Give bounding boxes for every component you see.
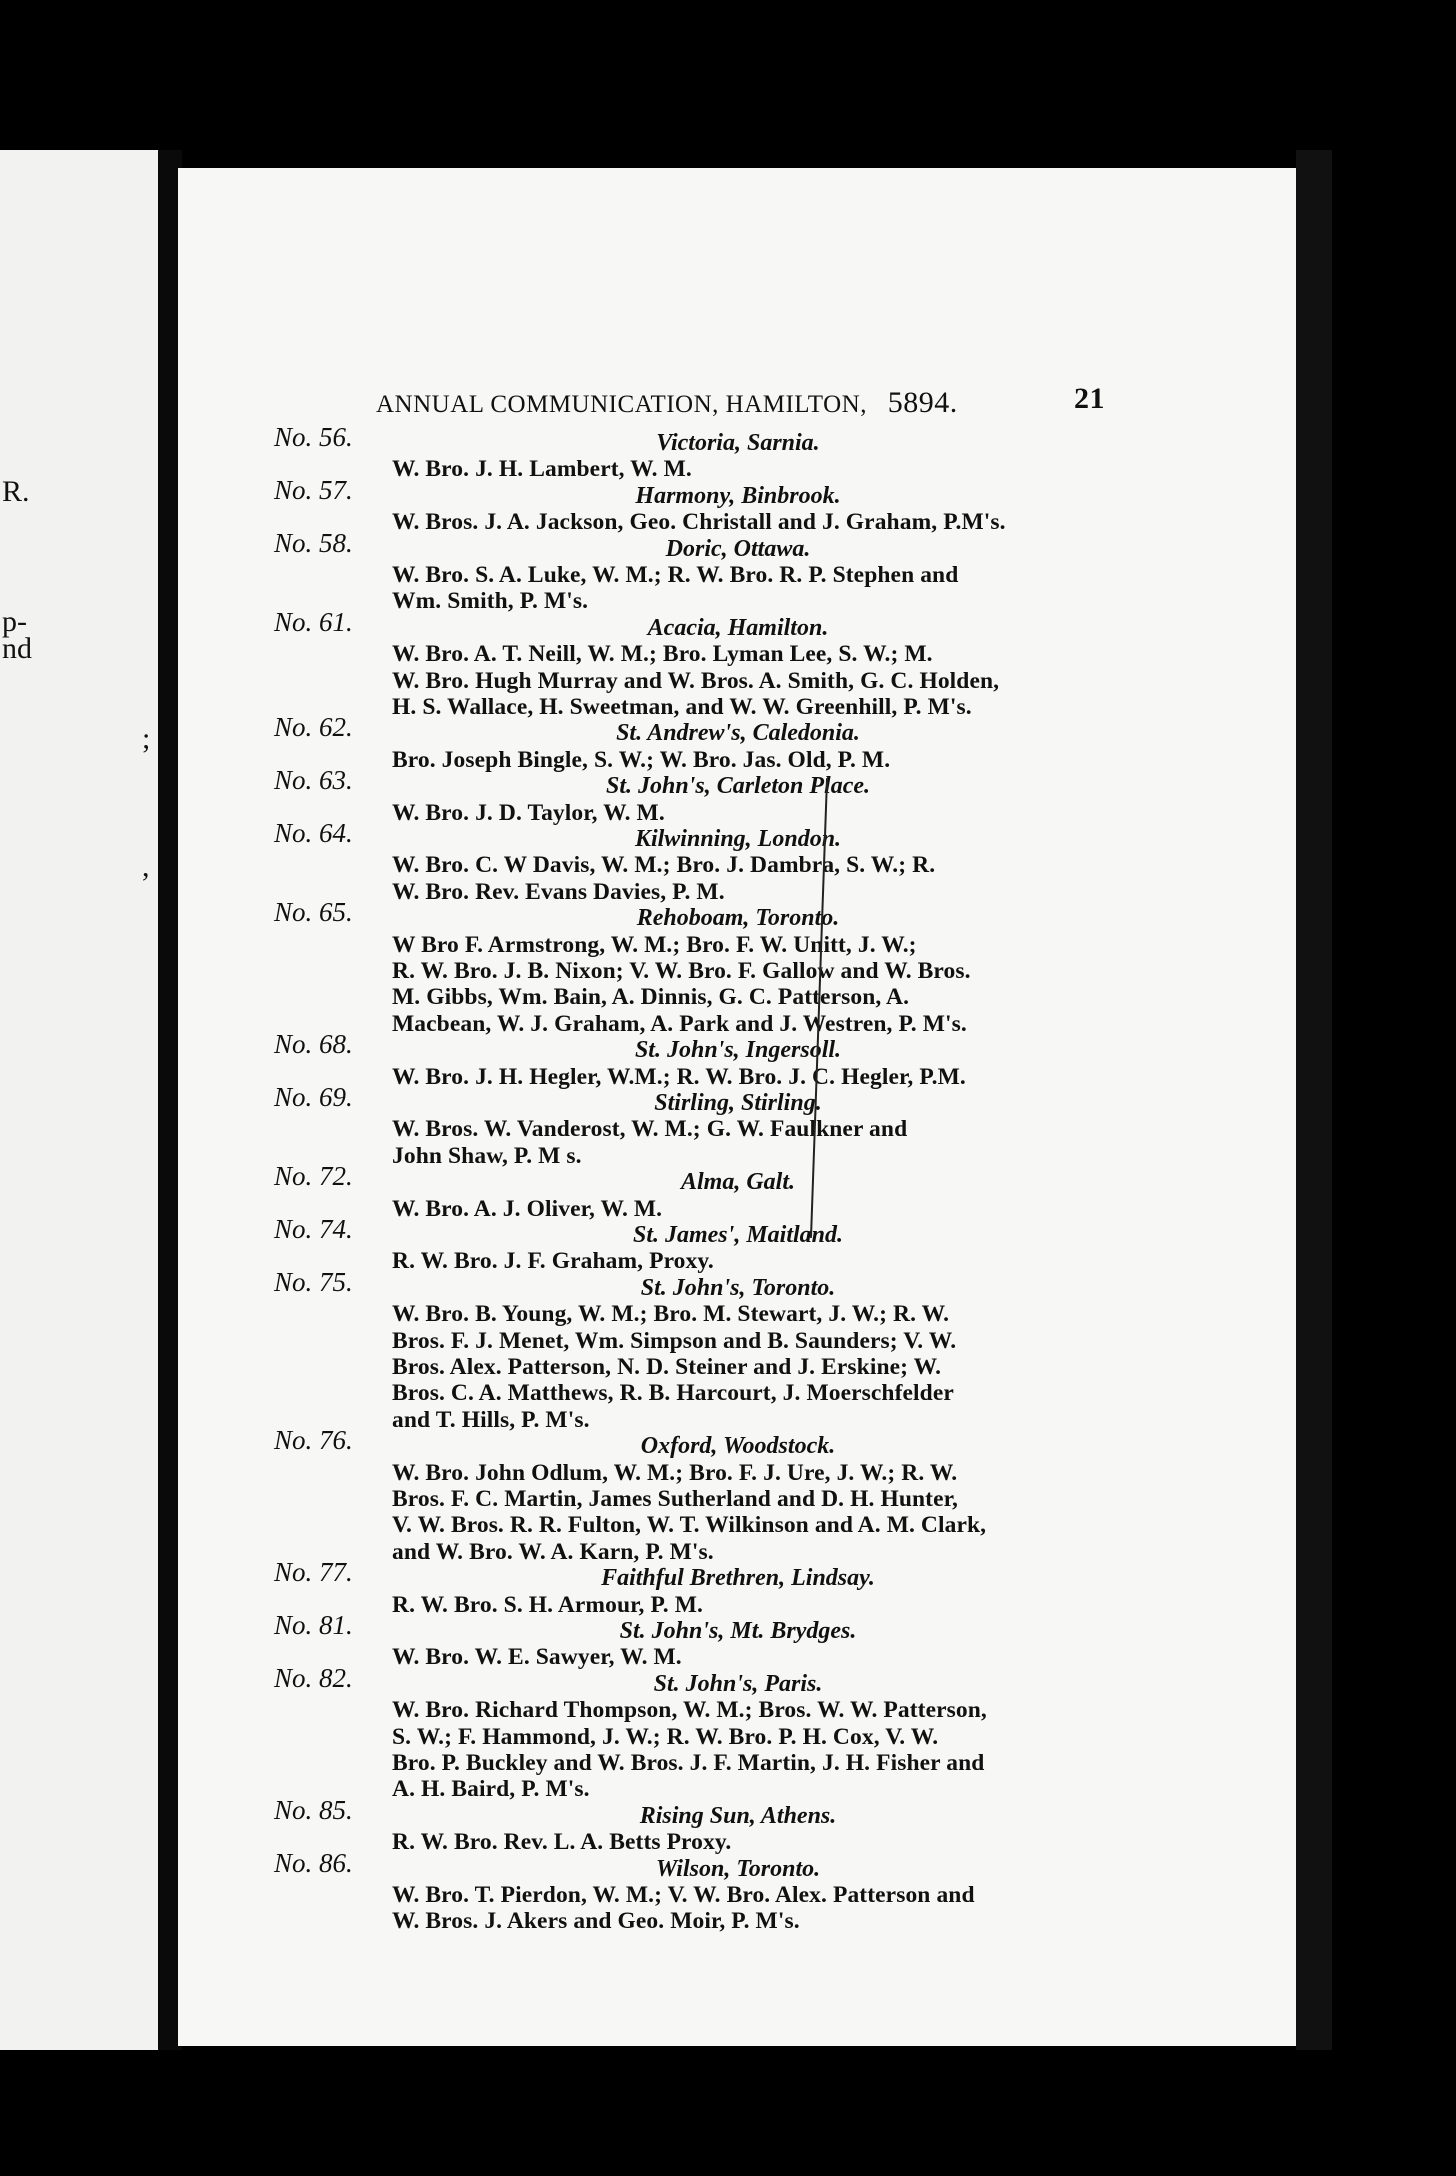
member-line: Bro. P. Buckley and W. Bros. J. F. Martin, J. H. Fisher and [392,1750,985,1776]
member-line: Wm. Smith, P. M's. [392,588,589,615]
member-line: Bros. Alex. Patterson, N. D. Steiner and J. Erskine; W. [392,1354,942,1380]
member-line: W. Bro. Hugh Murray and W. Bros. A. Smith, G. C. Holden, [392,667,1000,694]
lodge-name: Rising Sun, Athens. [639,1802,837,1829]
lodge-number: No. 65. [274,897,353,928]
member-line: and W. Bro. W. A. Karn, P. M's. [392,1538,714,1565]
document-page [178,168,1296,2046]
header-title: ANNUAL COMMUNICATION, HAMILTON, [376,391,867,418]
member-line: W. Bro. A. T. Neill, W. M.; Bro. Lyman Lee, S. W.; M. [392,641,933,668]
lodge-name: Alma, Galt. [680,1169,795,1196]
left-fragment: nd [2,632,32,665]
member-line: A. H. Baird, P. M's. [392,1776,590,1803]
lodge-name: Kilwinning, London. [634,826,842,852]
lodge-number: No. 58. [274,527,353,558]
lodge-number: No. 76. [274,1425,353,1456]
lodge-number: No. 81. [274,1610,353,1640]
member-line: R. W. Bro. S. H. Armour, P. M. [392,1591,703,1618]
member-line: W. Bro. J. H. Lambert, W. M. [392,456,692,483]
member-line: Macbean, W. J. Graham, A. Park and J. Westren, P. M's. [392,1010,967,1037]
lodge-number: No. 74. [274,1214,353,1244]
lodge-number: No. 63. [274,765,353,796]
lodge-number: No. 56. [274,422,353,452]
left-fragment: p- [2,605,27,638]
member-line: W. Bro. W. E. Sawyer, W. M. [392,1644,682,1671]
lodge-number: No. 82. [274,1662,353,1693]
lodge-name: Faithful Brethren, Lindsay. [601,1565,875,1592]
member-line: H. S. Wallace, H. Sweetman, and W. W. Greenhill, P. M's. [392,694,972,720]
lodge-name: St. Andrew's, Caledonia. [616,720,860,747]
lodge-number: No. 64. [274,818,353,848]
member-line: and T. Hills, P. M's. [392,1406,590,1433]
lodge-name: Victoria, Sarnia. [656,430,820,456]
member-line: Bro. Joseph Bingle, S. W.; W. Bro. Jas. Old, P. M. [392,746,891,773]
running-header [376,382,1286,420]
member-line: V. W. Bros. R. R. Fulton, W. T. Wilkinson and A. M. Clark, [392,1512,987,1539]
member-line: W. Bro. B. Young, W. M.; Bro. M. Stewart, J. W.; R. W. [392,1301,950,1328]
header-year: 5894. [887,386,958,419]
lodge-number: No. 75. [274,1266,353,1297]
lodge-name: St. John's, Mt. Brydges. [619,1618,857,1644]
lodge-number: No. 68. [274,1029,353,1060]
member-line: M. Gibbs, Wm. Bain, A. Dinnis, G. C. Patterson, A. [392,984,910,1011]
lodge-number: No. 57. [274,474,353,505]
lodge-name: Oxford, Woodstock. [640,1433,836,1460]
page-edge-shadow [1296,150,1332,2050]
lodge-number: No. 85. [274,1794,353,1825]
member-line: Bros. F. C. Martin, James Sutherland and D. H. Hunter, [392,1486,958,1512]
lodge-number: No. 61. [274,606,353,637]
lodge-number: No. 62. [274,712,353,743]
left-fragment: R. [2,475,30,508]
lodge-name: Harmony, Binbrook. [635,482,841,509]
lodge-name: St. John's, Toronto. [640,1274,836,1301]
member-line: W. Bro. J. H. Hegler, W.M.; R. W. Bro. J. C. Hegler, P.M. [392,1063,966,1090]
member-line: W. Bros. J. A. Jackson, Geo. Christall and J. Graham, P.M's. [392,509,1006,536]
member-line: Bros. F. J. Menet, Wm. Simpson and B. Saunders; V. W. [392,1327,957,1354]
lodge-name: St. James', Maitland. [632,1222,844,1248]
member-line: W. Bro. John Odlum, W. M.; Bro. F. J. Ure, J. W.; R. W. [392,1459,958,1486]
member-line: W. Bro. T. Pierdon, W. M.; V. W. Bro. Alex. Patterson and [392,1882,975,1908]
member-line: W. Bro. A. J. Oliver, W. M. [392,1195,663,1222]
member-line: R. W. Bro. J. F. Graham, Proxy. [392,1248,714,1275]
lodge-number: No. 86. [274,1847,353,1878]
member-line: John Shaw, P. M s. [392,1142,582,1169]
lodge-name: St. John's, Paris. [653,1670,823,1697]
member-line: W. Bros. W. Vanderost, W. M.; G. W. Faulkner and [392,1116,908,1143]
lodge-name: Doric, Ottawa. [665,535,811,562]
lodge-number: No. 72. [274,1161,353,1192]
member-line: W. Bros. J. Akers and Geo. Moir, P. M's. [392,1908,800,1935]
left-page-edge [0,150,158,2050]
lodge-name: Wilson, Toronto. [655,1855,821,1882]
lodge-name: St. John's, Ingersoll. [634,1037,842,1064]
lodge-name: Acacia, Hamilton. [647,614,829,641]
member-line: W Bro F. Armstrong, W. M.; Bro. F. W. Unitt, J. W.; [392,931,917,958]
member-line: W. Bro. J. D. Taylor, W. M. [392,799,665,826]
member-line: R. W. Bro. Rev. L. A. Betts Proxy. [392,1829,732,1856]
lodge-number: No. 69. [274,1082,353,1112]
member-line: W. Bro. Rev. Evans Davies, P. M. [392,878,725,905]
member-line: S. W.; F. Hammond, J. W.; R. W. Bro. P. H. Cox, V. W. [392,1723,939,1750]
left-fragment: , [142,850,150,883]
lodge-name: Stirling, Stirling. [654,1090,822,1116]
left-fragment: ; [142,722,151,755]
member-line: W. Bro. C. W Davis, W. M.; Bro. J. Dambra, S. W.; R. [392,852,936,879]
page-number: 21 [1074,382,1105,415]
lodge-name: Rehoboam, Toronto. [636,905,840,932]
lodge-name: St. John's, Carleton Place. [605,773,871,800]
member-line: W. Bro. S. A. Luke, W. M.; R. W. Bro. R. P. Stephen and [392,562,959,588]
lodge-number: No. 77. [274,1557,353,1588]
member-line: W. Bro. Richard Thompson, W. M.; Bros. W. W. Patterson, [392,1697,987,1724]
member-line: Bros. C. A. Matthews, R. B. Harcourt, J. Moerschfelder [392,1380,954,1407]
member-line: R. W. Bro. J. B. Nixon; V. W. Bro. F. Gallow and W. Bros. [392,958,971,984]
